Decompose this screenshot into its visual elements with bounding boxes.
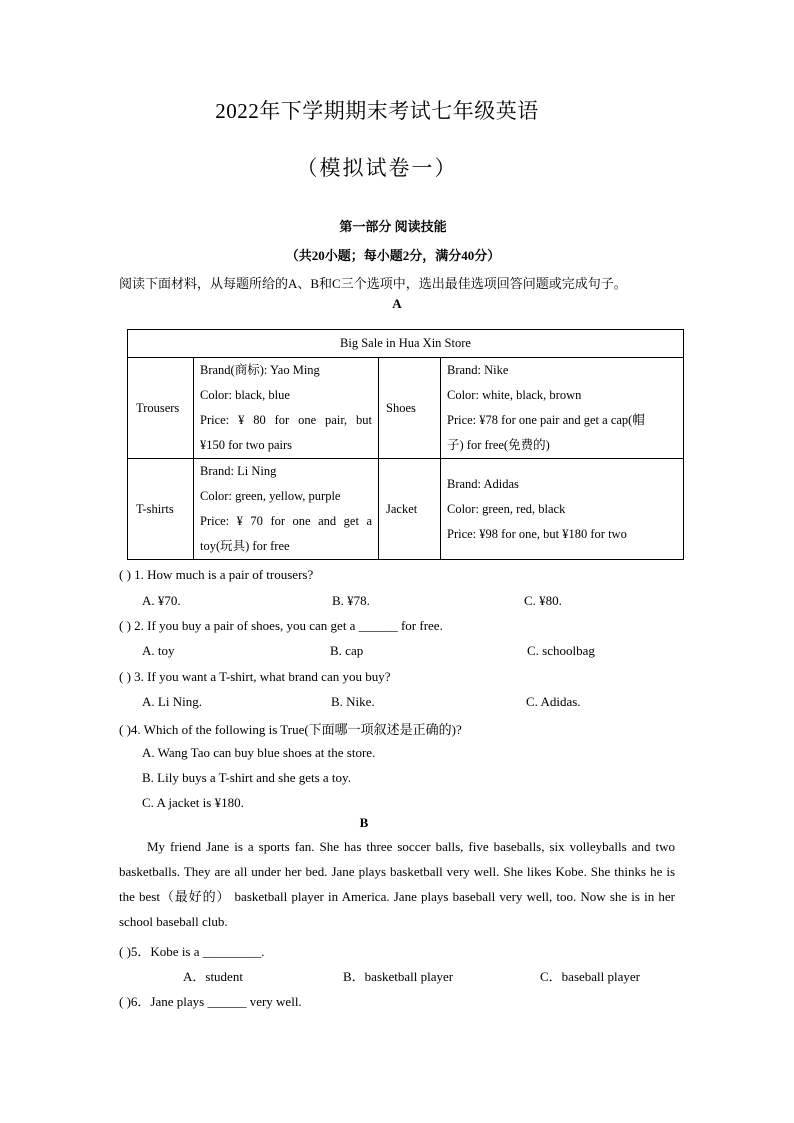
info-line: Price: ¥78 for one pair and get a cap(帽: [447, 413, 645, 427]
question-stem: ( ) 3. If you want a T-shirt, what brand can you buy?: [119, 669, 391, 684]
option: C. Adidas.: [526, 694, 581, 709]
category-cell: Jacket: [379, 459, 441, 560]
question-stem: ( ) 1. How much is a pair of trousers?: [119, 567, 314, 582]
info-line: Color: green, yellow, purple: [200, 489, 341, 503]
section-title: 第一部分 阅读技能: [339, 219, 447, 234]
option: B. Lily buys a T-shirt and she gets a toy.: [142, 770, 351, 785]
exam-title: 2022年下学期期末考试七年级英语: [215, 99, 539, 123]
info-line: Color: black, blue: [200, 388, 290, 402]
question-stem: ( )5．Kobe is a _________.: [119, 944, 265, 959]
question-stem: ( )6．Jane plays ______ very well.: [119, 994, 302, 1009]
exam-subtitle: （模拟试卷一）: [296, 156, 458, 180]
table-row: [128, 459, 684, 560]
passage-a-label: A: [392, 296, 402, 311]
info-line: toy(玩具) for free: [200, 539, 290, 553]
sale-table: [127, 329, 684, 560]
info-line: Brand: Nike: [447, 363, 509, 377]
category-cell: Shoes: [379, 358, 441, 459]
category-cell: Trousers: [128, 358, 194, 459]
option: B. Nike.: [331, 694, 375, 709]
info-cell: [441, 358, 684, 459]
option: A．student: [183, 969, 243, 984]
option: A. Wang Tao can buy blue shoes at the store.: [142, 745, 376, 760]
category-cell: T-shirts: [128, 459, 194, 560]
option: A. Li Ning.: [142, 694, 202, 709]
info-line: ¥150 for two pairs: [200, 438, 292, 452]
option: B. ¥78.: [332, 593, 370, 608]
option: C. ¥80.: [524, 593, 562, 608]
info-cell: [194, 358, 379, 459]
option: C. A jacket is ¥180.: [142, 795, 244, 810]
section-info: （共20小题；每小题2分，满分40分）: [285, 248, 501, 263]
passage-b-label: B: [359, 815, 369, 830]
question-stem: ( ) 2. If you buy a pair of shoes, you can get a ______ for free.: [119, 618, 443, 633]
info-line: Brand(商标): Yao Ming: [200, 363, 320, 377]
option: C．baseball player: [540, 969, 640, 984]
info-line: Brand: Adidas: [447, 476, 519, 491]
info-cell: [194, 459, 379, 560]
option: A. toy: [142, 643, 175, 658]
info-line: 子) for free(免费的): [447, 438, 550, 452]
option: C. schoolbag: [527, 643, 595, 658]
table-title: Big Sale in Hua Xin Store: [128, 330, 684, 358]
instructions: 阅读下面材料，从每题所给的A、B和C三个选项中，选出最佳选项回答问题或完成句子。: [119, 276, 627, 291]
passage-b-text: My friend Jane is a sports fan. She has three soccer balls, five baseballs, six volleyballs and two basketballs. They are all under her bed. Jane plays basketball very well. She likes Kobe. She thinks he is the best（最好的） basketball player in America. Jane plays baseball very well, too. Now she is in her school baseball club.: [119, 839, 675, 929]
question-stem: ( )4. Which of the following is True(下面哪一项叙述是正确的)?: [119, 722, 462, 737]
option: B．basketball player: [343, 969, 454, 984]
info-line: Color: white, black, brown: [447, 388, 582, 402]
info-cell: [441, 459, 684, 560]
table-row: [128, 358, 684, 459]
info-line: Price: ¥98 for one, but ¥180 for two: [447, 526, 627, 541]
info-line: Brand: Li Ning: [200, 464, 277, 478]
info-line: Price: ¥ 80 for one pair, but: [200, 413, 372, 427]
info-line: Color: green, red, black: [447, 501, 566, 516]
info-line: Price: ¥ 70 for one and get a: [200, 514, 372, 528]
option: B. cap: [330, 643, 364, 658]
option: A. ¥70.: [142, 593, 181, 608]
